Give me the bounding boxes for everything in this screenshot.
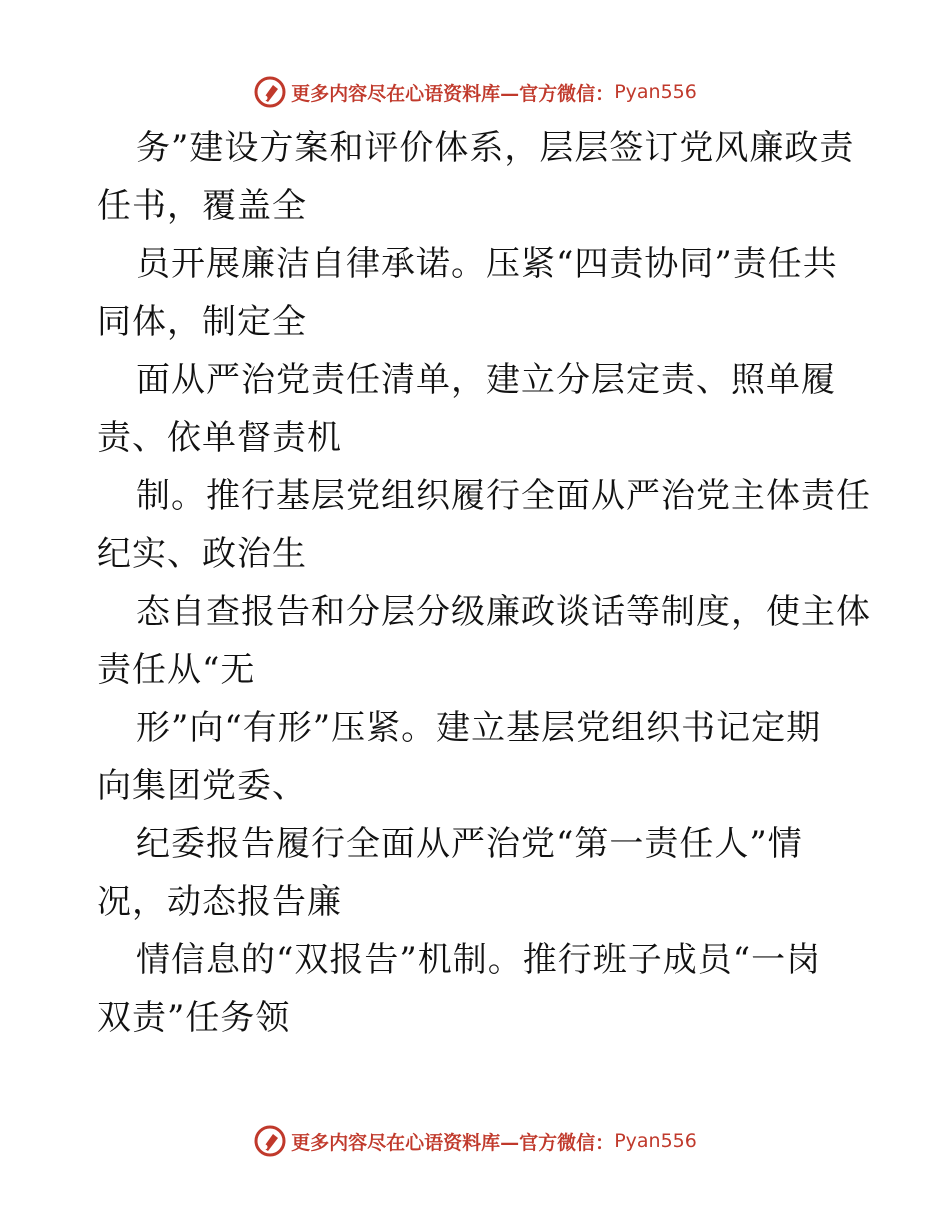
body-line: 责任从“无 (97, 650, 256, 690)
body-line: 形”向“有形”压紧。建立基层党组织书记定期 (136, 708, 822, 748)
pen-nib-logo-icon (253, 75, 287, 109)
body-line: 向集团党委、 (97, 766, 307, 806)
watermark-separator: —官方微信： (500, 82, 615, 105)
body-line: 面从严治党责任清单，建立分层定责、照单履 (136, 360, 836, 400)
watermark-separator: —官方微信： (500, 1131, 615, 1154)
body-line: 况，动态报告廉 (97, 882, 342, 922)
body-line: 同体，制定全 (97, 302, 307, 342)
watermark-text: 更多内容尽在心语资料库 (291, 1131, 501, 1154)
body-line: 情信息的“双报告”机制。推行班子成员“一岗 (136, 940, 822, 980)
body-line: 员开展廉洁自律承诺。压紧“四责协同”责任共 (136, 244, 838, 284)
pen-nib-logo-icon (253, 1124, 287, 1158)
header-watermark (0, 72, 950, 112)
body-line: 务”建设方案和评价体系，层层签订党风廉政责 (136, 128, 855, 168)
body-line: 双责”任务领 (97, 998, 291, 1038)
body-line: 任书，覆盖全 (97, 186, 307, 226)
body-line: 制。推行基层党组织履行全面从严治党主体责任 (136, 476, 871, 516)
body-line: 态自查报告和分层分级廉政谈话等制度，使主体 (136, 592, 871, 632)
body-line: 纪委报告履行全面从严治党“第一责任人”情 (136, 824, 803, 864)
body-line: 纪实、政治生 (97, 534, 307, 574)
watermark-wechat-id: Pyan556 (614, 81, 697, 103)
watermark-wechat-id: Pyan556 (614, 1130, 697, 1152)
footer-watermark (0, 1121, 950, 1161)
watermark-text: 更多内容尽在心语资料库 (291, 82, 501, 105)
body-line: 责、依单督责机 (97, 418, 342, 458)
